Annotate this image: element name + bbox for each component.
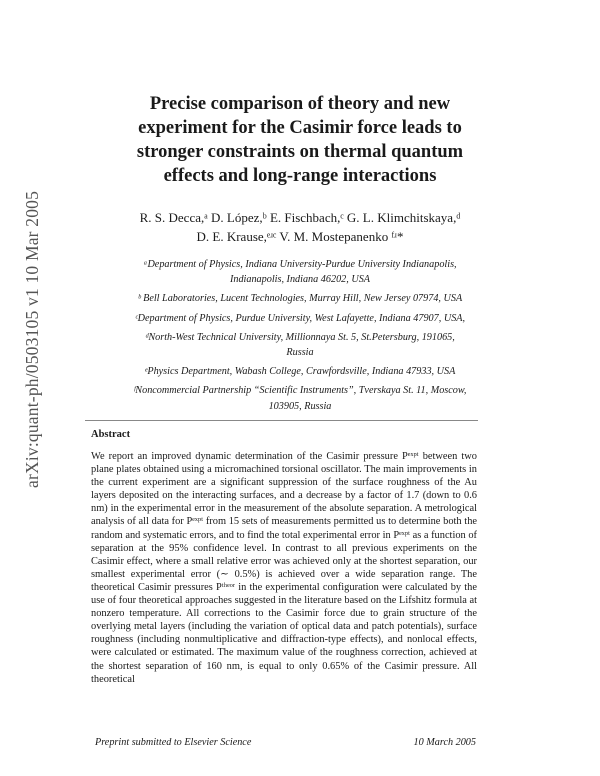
title-line: Precise comparison of theory and new <box>149 94 451 114</box>
paper-title <box>90 92 510 188</box>
title-line: effects and long-range interactions <box>163 166 437 186</box>
affiliation-b <box>80 291 520 306</box>
affiliation-c <box>80 311 520 326</box>
abstract-text: We report an improved dynamic determination of the Casimir pressure Pᵉˣᵖᵗ between two plane plates obtained using a micromachined torsional oscillator. The main improvements in the current experiment are a significant suppression of the surface roughness of the Au layers deposited on the interacting surfaces, and a decrease by a factor of 1.7 (down to 0.6 nm) in the experimental error in the measurement of the absolute separation. A metrological analysis of all data for Pᵉˣᵖᵗ from 15 sets of measurements permitted us to determine both the random and systematic errors, and to find the total experimental error in Pᵉˣᵖᵗ as a function of separation at the 95% confidence level. In contrast to all previous experiments on the Casimir effect, where a small relative error was achieved only at the shortest separation, our smallest experimental error (∼ 0.5%) is achieved over a wide separation range. The theoretical Casimir pressures Pᵗʰᵉᵒʳ in the experimental configuration were calculated by the use of four theoretical approaches suggested in the literature based on the Lifshitz formula at nonzero temperature. All corrections to the Casimir force due to grain structure of the overlying metal layers (including the variation of optical data and patch potentials), surface roughness (including nonmultiplicative and diffraction-type effects), and nonlocal effects, were calculated or estimated. The maximum value of the roughness correction, achieved at the shortest separation of 160 nm, is equal to only 0.65% of the Casimir pressure. All theoretical <box>91 451 477 685</box>
title-line: stronger constraints on thermal quantum <box>136 142 464 162</box>
affiliation-line: ᵈNorth-West Technical University, Millionnaya St. 5, St.Petersburg, 191065, <box>145 331 455 343</box>
title-line: experiment for the Casimir force leads to <box>138 118 462 138</box>
affiliation-line: ᵉPhysics Department, Wabash College, Crawfordsville, Indiana 47933, USA <box>144 366 456 378</box>
affiliation-e <box>80 364 520 379</box>
arxiv-identifier-stamp: arXiv:quant-ph/0503105 v1 10 Mar 2005 <box>22 190 42 488</box>
affiliation-line: ᵃDepartment of Physics, Indiana University-Purdue University Indianapolis, <box>143 259 457 270</box>
author-line: D. E. Krause,ᵉʴᶜ V. M. Mostepanenko ᶠʴ* <box>196 229 404 244</box>
affiliation-a <box>80 257 520 287</box>
affiliation-line: 103905, Russia <box>268 400 332 412</box>
abstract-divider <box>85 420 478 421</box>
affiliation-line: Indianapolis, Indiana 46202, USA <box>229 274 371 286</box>
author-list <box>70 208 530 246</box>
preprint-date: 10 March 2005 <box>413 737 476 748</box>
author-line: R. S. Decca,ᵃ D. López,ᵇ E. Fischbach,ᶜ G. L. Klimchitskaya,ᵈ <box>139 210 461 225</box>
affiliation-line: ᶠNoncommercial Partnership “Scientific Instruments”, Tverskaya St. 11, Moscow, <box>133 385 467 397</box>
preprint-note: Preprint submitted to Elsevier Science <box>95 737 252 748</box>
abstract-heading: Abstract <box>91 429 131 440</box>
affiliation-list <box>80 257 520 418</box>
affiliation-line: Russia <box>286 347 314 359</box>
affiliation-line: ᵇ Bell Laboratories, Lucent Technologies, Murray Hill, New Jersey 07974, USA <box>137 293 463 305</box>
page-footer <box>95 737 476 748</box>
affiliation-f <box>80 383 520 413</box>
affiliation-d <box>80 330 520 360</box>
affiliation-line: ᶜDepartment of Physics, Purdue University, West Lafayette, Indiana 47907, USA, <box>134 312 466 324</box>
